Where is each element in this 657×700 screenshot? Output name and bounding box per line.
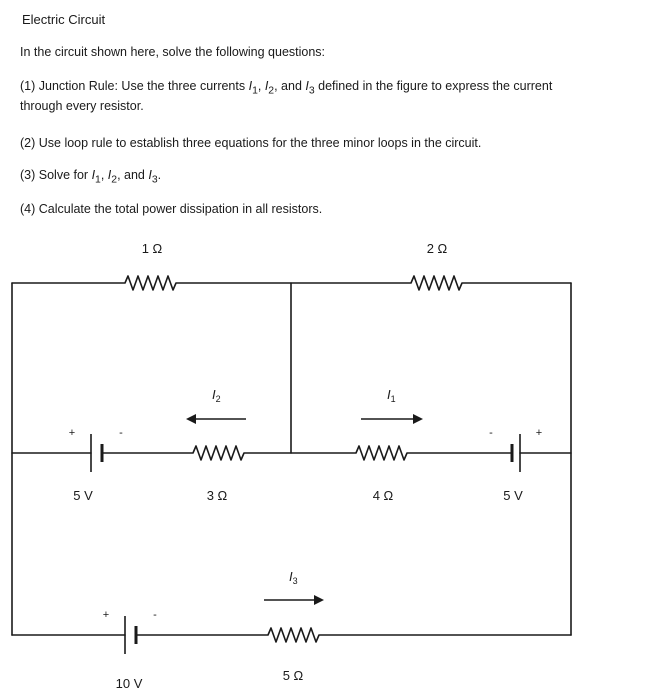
battery-left-label: 5 V (73, 488, 93, 503)
current-arrow-i3-icon (264, 595, 324, 605)
q3-text-a: (3) Solve for (20, 168, 92, 182)
current-arrow-i2-icon (186, 414, 246, 424)
q3-i1-sub: 1 (95, 174, 101, 186)
intro-text: In the circuit shown here, solve the following questions: (20, 45, 326, 59)
current-i3-sub: 3 (292, 576, 298, 586)
bottom-wire (12, 628, 571, 642)
battery-left-icon (91, 434, 102, 472)
q1-sep2: , and (274, 79, 306, 93)
q3-i2: I (107, 168, 112, 182)
current-i1-label (387, 387, 396, 404)
current-i2-sub: 2 (215, 394, 221, 404)
battery-right-minus: - (489, 427, 493, 439)
current-i1-sub: 1 (390, 394, 396, 404)
resistor-1-label: 1 Ω (141, 241, 163, 256)
resistor-3-label: 3 Ω (206, 488, 228, 503)
question-1-line-2: through every resistor. (20, 99, 144, 113)
q1-i3-sub: 3 (308, 85, 315, 97)
q3-end: . (157, 168, 162, 182)
current-i2-letter: I (212, 387, 216, 402)
q1-sep1: , (257, 79, 265, 93)
current-i3-letter: I (289, 569, 293, 584)
q3-i3: I (148, 168, 152, 182)
q1-i1: I (248, 79, 253, 93)
resistor-2-label: 2 Ω (426, 241, 448, 256)
q1-i2: I (264, 79, 269, 93)
current-i3-label (289, 569, 298, 586)
q1-text-a: (1) Junction Rule: Use the three currents (20, 79, 249, 93)
battery-bottom-label: 10 V (115, 676, 143, 691)
current-arrow-i1-icon (361, 414, 423, 424)
q1-i3: I (305, 79, 309, 93)
battery-bottom-minus: - (153, 609, 157, 621)
q3-sep1: , (100, 168, 108, 182)
question-4: (4) Calculate the total power dissipation in all resistors. (20, 202, 323, 216)
battery-right-icon (512, 434, 520, 472)
resistor-4-label: 4 Ω (372, 488, 394, 503)
document-title: Electric Circuit (22, 12, 106, 27)
battery-left-plus: + (68, 427, 76, 439)
battery-right-plus: + (535, 427, 543, 439)
battery-right-label: 5 V (503, 488, 523, 503)
q3-i1: I (91, 168, 96, 182)
q3-i3-sub: 3 (151, 174, 158, 186)
q3-i2-sub: 2 (111, 174, 118, 186)
battery-left-minus: - (119, 427, 123, 439)
q3-sep2: , and (117, 168, 149, 182)
current-i1-letter: I (387, 387, 391, 402)
battery-bottom-icon (125, 616, 136, 654)
battery-bottom-plus: + (102, 609, 110, 621)
q1-text-b: defined in the figure to express the current (314, 79, 553, 93)
q1-i1-sub: 1 (252, 85, 258, 97)
resistor-5-label: 5 Ω (282, 668, 304, 683)
current-i2-label (212, 387, 221, 404)
q1-i2-sub: 2 (268, 85, 275, 97)
question-2: (2) Use loop rule to establish three equations for the three minor loops in the circuit. (20, 136, 482, 150)
